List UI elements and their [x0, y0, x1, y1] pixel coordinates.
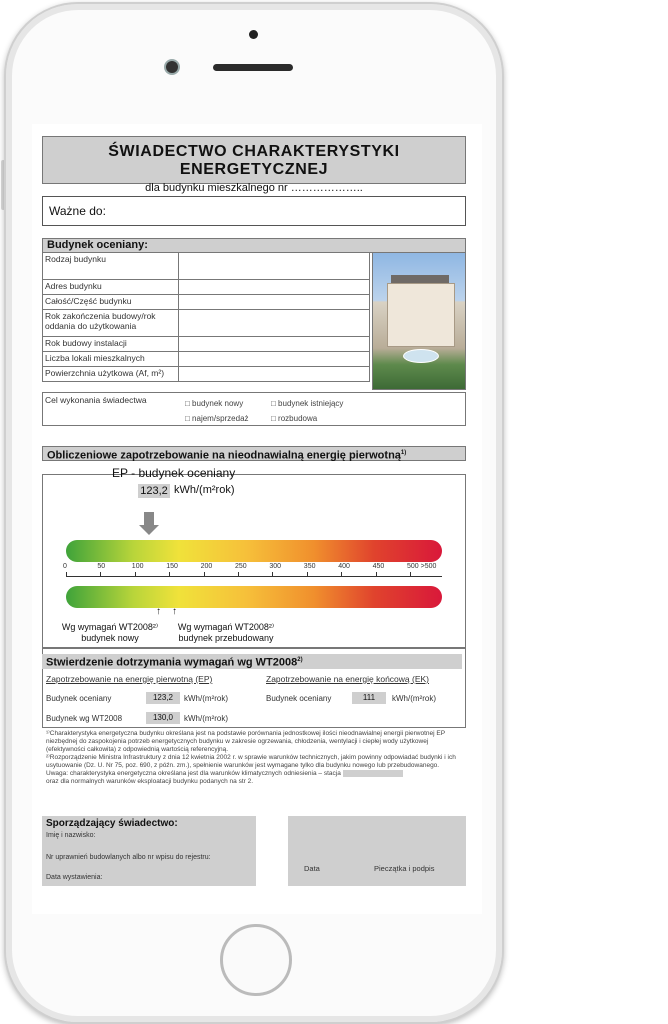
- footnote-marker: 1): [400, 450, 407, 456]
- scale-tick-label: 150: [166, 563, 178, 570]
- ep-value-box: 123,2: [146, 692, 180, 704]
- row-label: Całość/Część budynku: [43, 295, 179, 309]
- valid-until-field: Ważne do:: [42, 196, 466, 226]
- table-row: [43, 367, 369, 381]
- ep-column-title: Zapotrzebowanie na energię pierwotną (EP): [46, 674, 213, 684]
- table-row: [43, 337, 369, 352]
- scale-tick-mark: [169, 572, 170, 576]
- scale-tick-label: 300: [269, 563, 282, 570]
- ek-row-label: Budynek oceniany: [266, 694, 332, 703]
- table-row: [43, 280, 369, 295]
- option-rent-sale[interactable]: □ najem/sprzedaż: [185, 414, 249, 423]
- footnote-1: ¹⁾Charakterystyka energetyczna budynku określana jest na podstawie porównania jednostkowej ilości nieodnawialnej energii pierwotnej EP niezbędnej do zaspokojenia potrzeb energetycznych budynku w zakresie ogrzewania, chłodzenia, wentylacji i ciepłej wody użytkowej (efektywności całkowita) z odpowiednią wartością referencyjną.: [46, 730, 445, 753]
- building-photo: [372, 252, 466, 390]
- energy-section-heading: [42, 446, 466, 461]
- scale-tick-label: 0: [63, 563, 67, 570]
- table-row: [43, 352, 369, 367]
- scale-tick-mark: [307, 572, 308, 576]
- table-row: [43, 253, 369, 280]
- scale-tick-mark: [341, 572, 342, 576]
- scale-tick-label: 350: [303, 563, 316, 570]
- row-label: Rodzaj budynku: [43, 253, 179, 279]
- scale-tick-mark: [238, 572, 239, 576]
- home-button[interactable]: [220, 924, 292, 996]
- signature-box: [288, 816, 466, 886]
- ek-column-title: Zapotrzebowanie na energię końcową (EK): [266, 674, 430, 684]
- purpose-label: Cel wykonania świadectwa: [45, 395, 147, 405]
- arrow-up-icon: ↑: [172, 606, 177, 617]
- ep-unit: kWh/(m²rok): [174, 484, 235, 496]
- footnote-marker: 2): [297, 657, 303, 663]
- ep-row-label: Budynek oceniany: [46, 694, 112, 703]
- footnotes: [46, 730, 466, 786]
- purpose-row: [42, 392, 466, 426]
- scale-tick-label: 50: [97, 563, 106, 570]
- requirement-rebuilt-label: Wg wymagań WT2008²⁾ budynek przebudowany: [177, 622, 275, 643]
- energy-gradient-bar-top: [66, 540, 442, 562]
- issuer-license-label: Nr uprawnień budowlanych albo nr wpisu do rejestru:: [46, 854, 211, 861]
- stamp-label: Pieczątka i podpis: [374, 864, 435, 873]
- footnote-4: oraz dla normalnych warunków eksploatacji budynku podanych na str 2.: [46, 778, 254, 786]
- scale-tick-label: 450: [372, 563, 385, 570]
- date-label: Data: [304, 864, 320, 873]
- issue-date-label: Data wystawienia:: [46, 874, 103, 881]
- scale-tick-label: 500 >500: [407, 563, 437, 570]
- issuer-name-label: Imię i nazwisko:: [46, 832, 96, 839]
- row-label: Rok zakończenia budowy/rok oddania do użytkowania: [43, 310, 179, 336]
- verification-heading-text: Stwierdzenie dotrzymania wymagań wg WT2008: [46, 656, 298, 669]
- scale-tick-mark: [204, 572, 205, 576]
- scale-tick-mark: [272, 572, 273, 576]
- option-new-building[interactable]: □ budynek nowy: [185, 399, 244, 408]
- ep-row-unit: kWh/(m²rok): [184, 694, 228, 703]
- issuer-box: [42, 816, 256, 886]
- scale-tick-label: 250: [235, 563, 247, 570]
- table-row: [43, 295, 369, 310]
- ep-value: 123,2: [138, 484, 170, 498]
- ek-value-box: 111: [352, 692, 386, 704]
- table-row: [43, 310, 369, 337]
- ep-value-box: 130,0: [146, 712, 180, 724]
- footnote-3: [46, 770, 466, 778]
- screen: [32, 124, 482, 914]
- row-label: Powierzchnia użytkowa (Af, m²): [43, 367, 179, 381]
- arrow-down-icon: [144, 512, 154, 526]
- scale-tick-mark: [410, 572, 411, 576]
- issuer-title: Sporządzający świadectwo:: [46, 818, 178, 829]
- scale-axis: [66, 576, 442, 577]
- station-field: [343, 770, 403, 777]
- arrow-down-icon: [139, 525, 159, 535]
- camera-icon: [166, 61, 178, 73]
- building-info-table: [42, 252, 370, 382]
- scale-tick-mark: [135, 572, 136, 576]
- option-existing-building[interactable]: □ budynek istniejący: [271, 399, 344, 408]
- ep-title: EP - budynek oceniany: [112, 466, 236, 480]
- ep-row-label: Budynek wg WT2008: [46, 714, 123, 723]
- footnote-3-text: Uwaga: charakterystyka energetyczna określana jest dla warunków klimatycznych odniesienia – stacja: [46, 770, 341, 778]
- ep-row-unit: kWh/(m²rok): [184, 714, 228, 723]
- scale-tick-mark: [66, 572, 67, 576]
- certificate-header: [42, 136, 466, 194]
- certificate-title: ŚWIADECTWO CHARAKTERYSTYKI ENERGETYCZNEJ: [108, 143, 400, 178]
- scale-tick-label: 200: [200, 563, 213, 570]
- certificate-subtitle: dla budynku mieszkalnego nr ………………..: [145, 182, 363, 194]
- front-sensor-icon: [249, 30, 258, 39]
- energy-section-text: Obliczeniowe zapotrzebowanie na nieodnawialną energię pierwotną: [47, 449, 401, 462]
- verification-heading: [42, 654, 462, 669]
- arrow-up-icon: ↑: [156, 606, 161, 617]
- requirement-new-label: Wg wymagań WT2008²⁾ budynek nowy: [61, 622, 159, 643]
- scale-tick-mark: [376, 572, 377, 576]
- row-label: Adres budynku: [43, 280, 179, 294]
- energy-gradient-bar-bottom: [66, 586, 442, 608]
- row-label: Rok budowy instalacji: [43, 337, 179, 351]
- footnote-2: ²⁾Rozporządzenie Ministra Infrastruktury z dnia 12 kwietnia 2002 r. w sprawie warunków technicznych, jakim powinny odpowiadać budynki i ich usytuowanie (Dz. U. Nr 75, poz. 690, z późn. zm.), spełnienie warunków jest wymagane tylko dla budynku nowego lub przebudowanego.: [46, 754, 456, 769]
- scale-tick-mark: [100, 572, 101, 576]
- building-section-heading: Budynek oceniany:: [42, 238, 466, 253]
- speaker-grille: [213, 64, 293, 71]
- phone-frame: [4, 2, 504, 1024]
- ek-row-unit: kWh/(m²rok): [392, 694, 436, 703]
- option-extension[interactable]: □ rozbudowa: [271, 414, 318, 423]
- row-label: Liczba lokali mieszkalnych: [43, 352, 179, 366]
- scale-tick-label: 400: [338, 563, 350, 570]
- scale-tick-label: 100: [131, 563, 144, 570]
